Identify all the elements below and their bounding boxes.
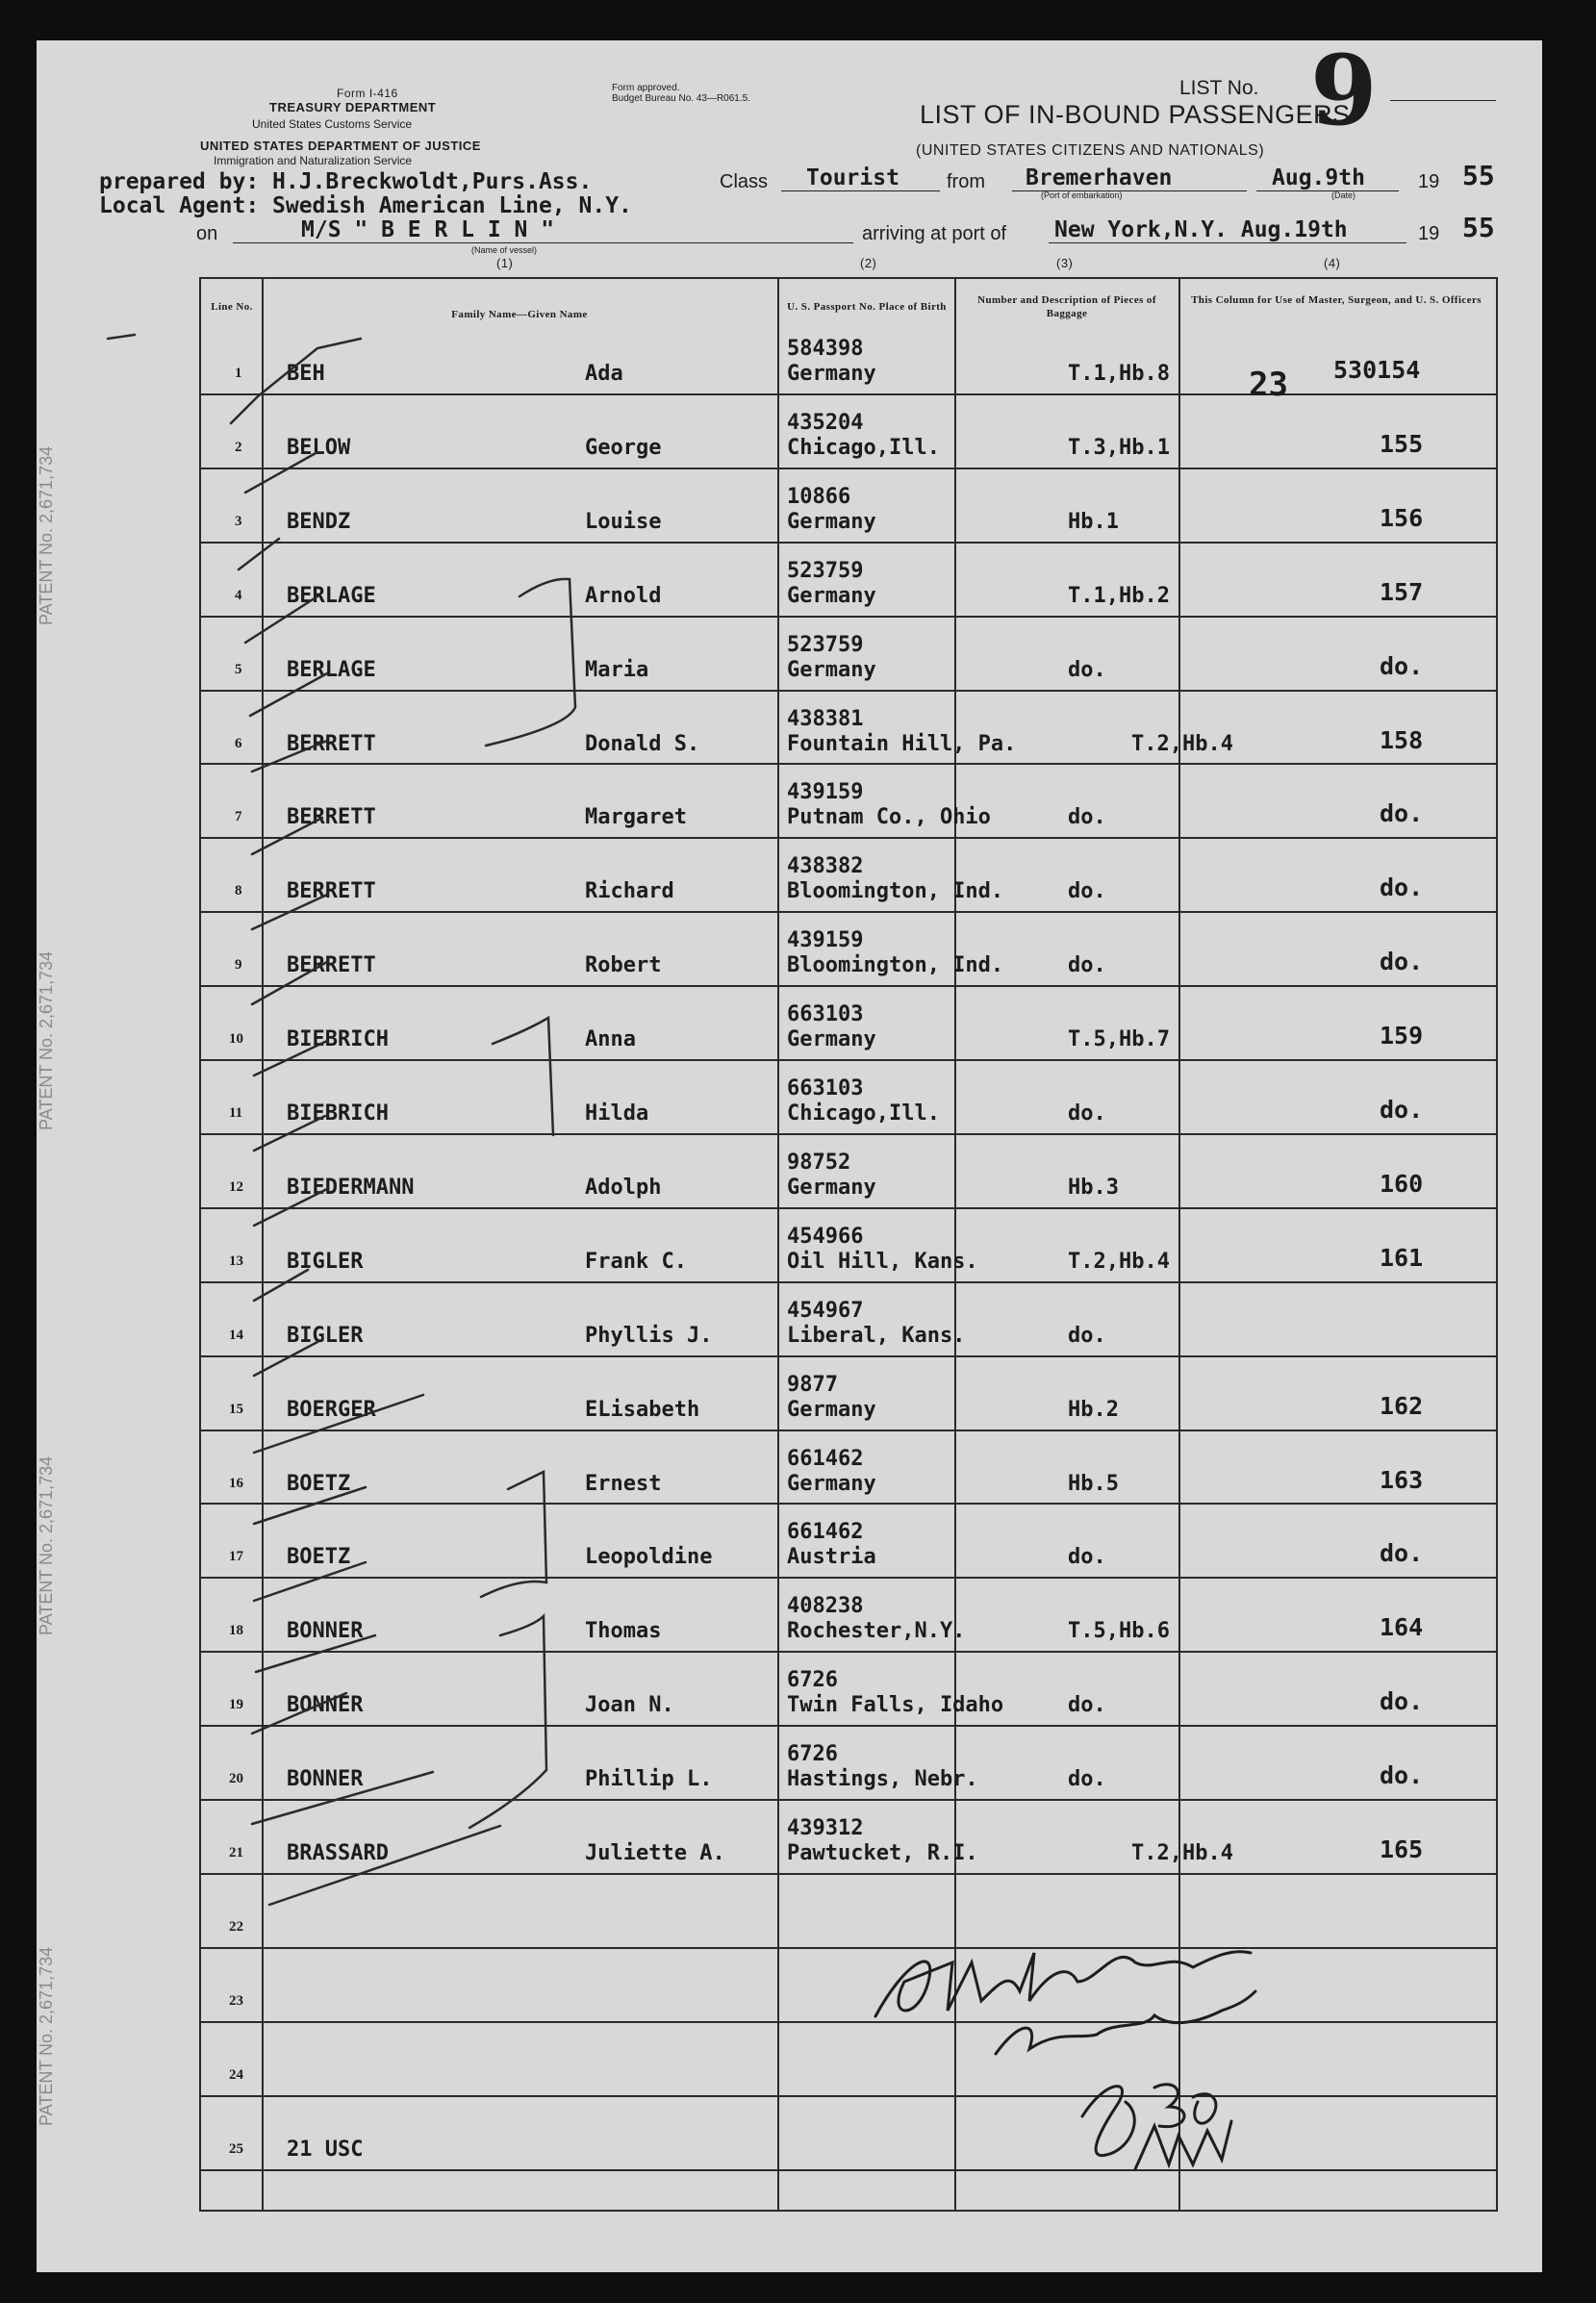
place-of-birth: Austria	[787, 1545, 876, 1570]
place-of-birth: Liberal, Kans.	[787, 1323, 966, 1348]
place-of-birth: Bloomington, Ind.	[787, 953, 1004, 978]
line-number: 2	[235, 439, 242, 455]
given-name: Frank C.	[585, 1249, 687, 1274]
baggage: do.	[1068, 879, 1106, 904]
baggage: T.1,Hb.2	[1068, 583, 1170, 608]
passport-no: 10866	[787, 484, 851, 509]
on-label: on	[196, 223, 218, 244]
place-of-birth: Germany	[787, 583, 876, 608]
family-name: BENDZ	[287, 509, 351, 534]
given-name: Joan N.	[585, 1693, 674, 1718]
family-name: BEH	[287, 362, 325, 386]
baggage: do.	[1068, 657, 1106, 682]
place-of-birth: Rochester,N.Y.	[787, 1619, 966, 1644]
officer-entry: 164	[1380, 1613, 1424, 1642]
officer-entry: 158	[1380, 725, 1424, 754]
baggage: T.5,Hb.7	[1068, 1027, 1170, 1052]
place-of-birth: Putnam Co., Ohio	[787, 805, 991, 830]
baggage: Hb.1	[1068, 509, 1119, 534]
place-of-birth: Germany	[787, 1471, 876, 1496]
given-name: Phyllis J.	[585, 1323, 713, 1348]
place-of-birth: Germany	[787, 1397, 876, 1422]
list-no-value: 9	[1310, 34, 1378, 147]
passport-no: 663103	[787, 1002, 864, 1027]
line-number: 7	[235, 809, 242, 825]
baggage: do.	[1068, 1323, 1106, 1348]
given-name: Adolph	[585, 1175, 662, 1200]
col-header-passport: U. S. Passport No. Place of Birth	[787, 301, 947, 313]
line-number: 13	[229, 1253, 243, 1269]
given-name: George	[585, 435, 662, 460]
year-prefix: 19	[1418, 171, 1440, 192]
arriving-label: arriving at port of	[862, 223, 1007, 244]
handwritten-23: 23	[1249, 366, 1288, 404]
place-of-birth: Chicago,Ill.	[787, 1101, 940, 1126]
place-of-birth: Pawtucket, R.I.	[787, 1841, 978, 1865]
line-number: 6	[235, 735, 242, 751]
line-number: 12	[229, 1178, 243, 1195]
local-agent: Local Agent: Swedish American Line, N.Y.	[99, 193, 632, 218]
line-number: 25	[229, 2140, 243, 2157]
passport-no: 584398	[787, 337, 864, 361]
passport-no: 408238	[787, 1594, 864, 1619]
family-name: BOETZ	[287, 1545, 351, 1570]
family-name: BIGLER	[287, 1323, 364, 1348]
officer-entry: 162	[1380, 1391, 1424, 1420]
baggage: T.1,Hb.8	[1068, 362, 1170, 386]
line-number: 18	[229, 1623, 243, 1639]
given-name: Ernest	[585, 1471, 662, 1496]
year-value: 55	[1462, 160, 1495, 191]
family-name: BOETZ	[287, 1471, 351, 1496]
place-of-birth: Germany	[787, 1027, 876, 1052]
given-name: Margaret	[585, 805, 687, 830]
prepared-by: prepared by: H.J.Breckwoldt,Purs.Ass.	[99, 169, 593, 194]
officer-entry: 156	[1380, 503, 1424, 532]
list-subtitle: (UNITED STATES CITIZENS AND NATIONALS)	[916, 142, 1265, 159]
place-of-birth: Fountain Hill, Pa.	[787, 731, 1017, 756]
baggage: do.	[1068, 805, 1106, 830]
passport-no: 439159	[787, 928, 864, 953]
officer-entry: do.	[1380, 873, 1424, 902]
list-no-label: LIST No.	[1179, 77, 1259, 99]
passport-no: 523759	[787, 558, 864, 583]
passport-no: 6726	[787, 1742, 838, 1767]
given-name: Phillip L.	[585, 1767, 713, 1792]
arrival-port-date: New York,N.Y. Aug.19th	[1054, 217, 1348, 242]
given-name: Richard	[585, 879, 674, 904]
officer-entry: do.	[1380, 1687, 1424, 1716]
place-of-birth: Germany	[787, 362, 876, 386]
officer-entry: 530154	[1333, 356, 1421, 384]
col-num-1: (1)	[496, 256, 514, 270]
place-of-birth: Oil Hill, Kans.	[787, 1249, 978, 1274]
family-name: BIEBRICH	[287, 1101, 389, 1126]
form-approved: Form approved.	[612, 83, 680, 93]
class-label: Class	[720, 171, 769, 192]
vessel-caption: (Name of vessel)	[471, 245, 538, 255]
family-name: BERRETT	[287, 953, 376, 978]
baggage: Hb.2	[1068, 1397, 1119, 1422]
family-name: BERRETT	[287, 731, 376, 756]
line-number: 15	[229, 1401, 243, 1417]
budget-bureau: Budget Bureau No. 43—R061.5.	[612, 93, 750, 104]
col-header-officers: This Column for Use of Master, Surgeon, and U. S. Officers	[1191, 294, 1482, 306]
family-name: BERLAGE	[287, 657, 376, 682]
family-name: 21 USC	[287, 2137, 364, 2162]
family-name: BONNER	[287, 1767, 364, 1792]
family-name: BRASSARD	[287, 1841, 389, 1865]
given-name: Hilda	[585, 1101, 649, 1126]
line-number: 23	[229, 1992, 243, 2009]
col-num-2: (2)	[860, 256, 877, 270]
given-name: Louise	[585, 509, 662, 534]
given-name: Juliette A.	[585, 1841, 725, 1865]
baggage: T.3,Hb.1	[1068, 435, 1170, 460]
place-of-birth: Germany	[787, 1175, 876, 1200]
line-number: 9	[235, 957, 242, 974]
family-name: BONNER	[287, 1693, 364, 1718]
officer-entry: do.	[1380, 651, 1424, 680]
passport-no: 454967	[787, 1298, 864, 1323]
officer-entry: 160	[1380, 1169, 1424, 1198]
given-name: Maria	[585, 657, 649, 682]
passport-no: 454966	[787, 1224, 864, 1249]
from-value: Bremerhaven	[1026, 165, 1173, 190]
line-number: 3	[235, 513, 242, 529]
place-of-birth: Twin Falls, Idaho	[787, 1693, 1004, 1718]
baggage: T.5,Hb.6	[1068, 1619, 1170, 1644]
date-caption: (Date)	[1331, 190, 1356, 200]
passport-no: 435204	[787, 410, 864, 435]
col-num-3: (3)	[1056, 256, 1074, 270]
given-name: ELisabeth	[585, 1397, 700, 1422]
place-of-birth: Chicago,Ill.	[787, 435, 940, 460]
line-number: 10	[229, 1031, 243, 1048]
col-header-baggage: Number and Description of Pieces of Baggage	[977, 294, 1156, 319]
vessel-name: M/S " B E R L I N "	[301, 217, 555, 242]
line-number: 24	[229, 2066, 243, 2083]
family-name: BIEDERMANN	[287, 1175, 415, 1200]
form-number: Form I-416	[337, 87, 398, 100]
line-number: 20	[229, 1771, 243, 1787]
class-value: Tourist	[806, 165, 899, 190]
from-caption: (Port of embarkation)	[1041, 190, 1123, 200]
passport-no: 661462	[787, 1520, 864, 1545]
place-of-birth: Bloomington, Ind.	[787, 879, 1004, 904]
family-name: BOERGER	[287, 1397, 376, 1422]
baggage: T.2,Hb.4	[1131, 731, 1233, 756]
officer-entry: do.	[1380, 799, 1424, 828]
baggage: Hb.3	[1068, 1175, 1119, 1200]
departure-date: Aug.9th	[1272, 165, 1365, 190]
passport-no: 98752	[787, 1150, 851, 1175]
baggage: do.	[1068, 1693, 1106, 1718]
officer-entry: do.	[1380, 1096, 1424, 1124]
line-number: 16	[229, 1475, 243, 1491]
dept-justice-sub: Immigration and Naturalization Service	[214, 154, 413, 167]
passport-no: 6726	[787, 1668, 838, 1693]
line-number: 22	[229, 1918, 243, 1935]
line-number: 19	[229, 1697, 243, 1713]
officer-entry: do.	[1380, 1539, 1424, 1568]
place-of-birth: Germany	[787, 509, 876, 534]
given-name: Arnold	[585, 583, 662, 608]
line-number: 14	[229, 1327, 243, 1343]
given-name: Anna	[585, 1027, 636, 1052]
baggage: T.2,Hb.4	[1131, 1841, 1233, 1865]
line-number: 17	[229, 1549, 243, 1565]
baggage: do.	[1068, 953, 1106, 978]
baggage: do.	[1068, 1545, 1106, 1570]
line-number: 5	[235, 661, 242, 677]
passport-no: 9877	[787, 1372, 838, 1397]
dept-justice: UNITED STATES DEPARTMENT OF JUSTICE	[200, 139, 481, 153]
line-number: 1	[235, 366, 242, 381]
passport-no: 438382	[787, 854, 864, 879]
col-header-line-no: Line No.	[211, 301, 253, 313]
family-name: BERRETT	[287, 879, 376, 904]
passport-no: 438381	[787, 706, 864, 731]
dept-treasury-sub: United States Customs Service	[252, 117, 413, 131]
list-title: LIST OF IN-BOUND PASSENGERS	[920, 100, 1351, 129]
line-number: 8	[235, 883, 242, 899]
passport-no: 661462	[787, 1446, 864, 1471]
given-name: Donald S.	[585, 731, 700, 756]
family-name: BONNER	[287, 1619, 364, 1644]
arr-year-prefix: 19	[1418, 223, 1440, 244]
officer-entry: 165	[1380, 1835, 1424, 1863]
given-name: Leopoldine	[585, 1545, 713, 1570]
officer-entry: 159	[1380, 1022, 1424, 1050]
officer-entry: do.	[1380, 1761, 1424, 1790]
officer-entry: 157	[1380, 577, 1424, 606]
given-name: Thomas	[585, 1619, 662, 1644]
from-label: from	[947, 171, 985, 192]
col-num-4: (4)	[1324, 256, 1341, 270]
baggage: Hb.5	[1068, 1471, 1119, 1496]
place-of-birth: Hastings, Nebr.	[787, 1767, 978, 1792]
line-number: 21	[229, 1845, 243, 1860]
passport-no: 663103	[787, 1076, 864, 1101]
family-name: BERRETT	[287, 805, 376, 830]
family-name: BERLAGE	[287, 583, 376, 608]
col-header-name: Family Name—Given Name	[451, 309, 588, 320]
passport-no: 439159	[787, 780, 864, 805]
officer-entry: 161	[1380, 1243, 1424, 1272]
officer-entry: 163	[1380, 1465, 1424, 1494]
baggage: T.2,Hb.4	[1068, 1249, 1170, 1274]
dept-treasury: TREASURY DEPARTMENT	[269, 100, 437, 114]
given-name: Robert	[585, 953, 662, 978]
baggage: do.	[1068, 1767, 1106, 1792]
given-name: Ada	[585, 362, 623, 386]
officer-entry: 155	[1380, 429, 1424, 458]
baggage: do.	[1068, 1101, 1106, 1126]
officer-entry: do.	[1380, 948, 1424, 976]
arr-year-value: 55	[1462, 212, 1495, 243]
line-number: 11	[229, 1105, 243, 1121]
passport-no: 523759	[787, 632, 864, 657]
family-name: BELOW	[287, 435, 351, 460]
family-name: BIGLER	[287, 1249, 364, 1274]
place-of-birth: Germany	[787, 657, 876, 682]
family-name: BIEBRICH	[287, 1027, 389, 1052]
passport-no: 439312	[787, 1816, 864, 1840]
line-number: 4	[235, 587, 242, 603]
